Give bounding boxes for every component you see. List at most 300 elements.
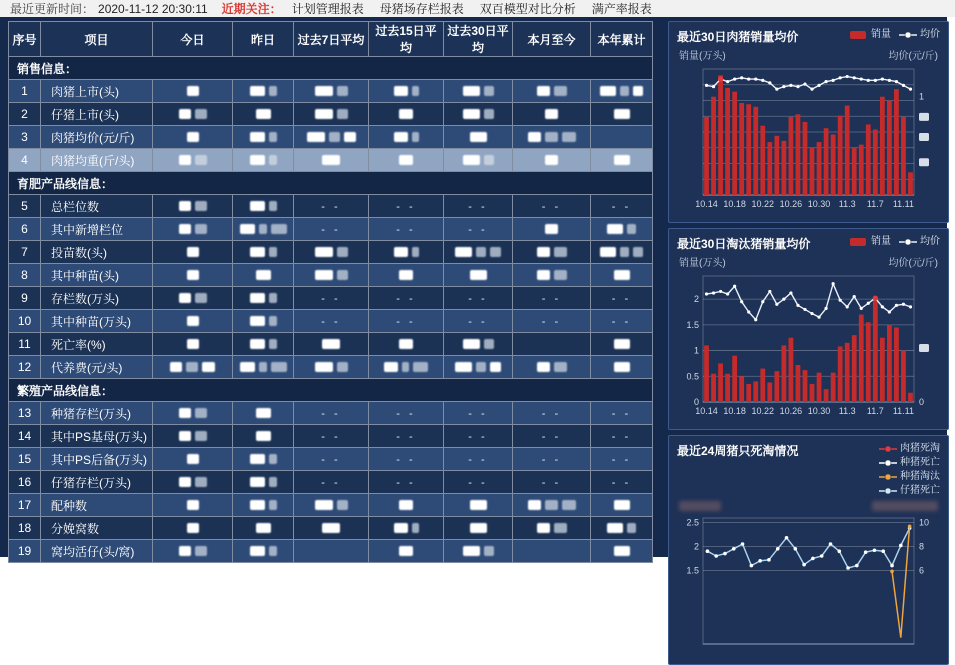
row-value-cell bbox=[444, 287, 513, 310]
table-row-10[interactable] bbox=[9, 310, 653, 333]
no-data-dash: - - bbox=[611, 293, 632, 305]
col-header-6: 过去15日平均 bbox=[369, 22, 444, 57]
redacted-value bbox=[322, 155, 340, 165]
row-value-cell bbox=[153, 402, 233, 425]
redacted-value bbox=[256, 270, 271, 280]
table-row-2[interactable] bbox=[9, 103, 653, 126]
redacted-value bbox=[315, 247, 333, 257]
row-value-cell bbox=[153, 149, 233, 172]
redacted-value bbox=[413, 362, 428, 372]
row-value-cell bbox=[444, 402, 513, 425]
chart-legend bbox=[842, 28, 940, 42]
redacted-value bbox=[484, 546, 494, 556]
row-value-cell bbox=[233, 218, 294, 241]
chart-title-1: 最近30日肉猪销量均价 bbox=[677, 30, 799, 44]
svg-text:2.5: 2.5 bbox=[686, 517, 699, 528]
redacted-value bbox=[463, 546, 480, 556]
redacted-value bbox=[528, 500, 541, 510]
no-data-dash: - - bbox=[321, 293, 341, 305]
menu-item-2[interactable]: 母猪场存栏报表 bbox=[379, 2, 464, 16]
menu-item-1[interactable]: 计划管理报表 bbox=[291, 2, 364, 16]
section-label: 育肥产品线信息： bbox=[9, 172, 653, 195]
redacted-value bbox=[394, 86, 408, 96]
svg-text:10: 10 bbox=[919, 517, 930, 528]
multi-line-chart-3 bbox=[677, 512, 940, 660]
legend-item[interactable] bbox=[850, 235, 891, 249]
row-value-cell bbox=[153, 356, 233, 379]
row-item-label: 死亡率(%) bbox=[41, 333, 153, 356]
redacted-value bbox=[412, 523, 419, 533]
redacted-value bbox=[614, 546, 630, 556]
redacted-value bbox=[337, 247, 348, 257]
row-value-cell bbox=[513, 218, 591, 241]
redacted-value bbox=[269, 339, 277, 349]
menu-item-3[interactable]: 双百模型对比分析 bbox=[479, 2, 576, 16]
row-value-cell bbox=[513, 333, 591, 356]
chart-card-2 bbox=[668, 228, 949, 430]
row-value-cell bbox=[294, 402, 369, 425]
redacted-value bbox=[399, 155, 413, 165]
redacted-value bbox=[195, 431, 207, 441]
redacted-value bbox=[187, 339, 199, 349]
chart-card-1 bbox=[668, 21, 949, 223]
chart-title-3: 最近24周猪只死淘情况 bbox=[677, 444, 799, 458]
row-value-cell bbox=[153, 287, 233, 310]
no-data-dash: - - bbox=[541, 431, 562, 443]
redacted-value bbox=[187, 523, 199, 533]
redacted-value bbox=[269, 500, 277, 510]
no-data-dash: - - bbox=[321, 316, 341, 328]
row-value-cell bbox=[233, 333, 294, 356]
redacted-value bbox=[269, 132, 277, 142]
svg-text:0.5: 0.5 bbox=[686, 371, 699, 382]
redacted-value bbox=[269, 247, 277, 257]
row-value-cell bbox=[294, 264, 369, 287]
row-index: 16 bbox=[9, 471, 41, 494]
redacted-value bbox=[463, 109, 480, 119]
legend-item[interactable] bbox=[879, 470, 940, 484]
redacted-value bbox=[614, 362, 630, 372]
redacted-value bbox=[562, 500, 576, 510]
row-value-cell bbox=[153, 218, 233, 241]
redacted-value bbox=[537, 247, 550, 257]
svg-text:8: 8 bbox=[919, 541, 925, 552]
redacted-value bbox=[337, 362, 348, 372]
row-value-cell bbox=[294, 471, 369, 494]
row-value-cell bbox=[591, 241, 653, 264]
row-item-label: 其中新增栏位 bbox=[41, 218, 153, 241]
redacted-value bbox=[633, 247, 643, 257]
redacted-value bbox=[545, 132, 558, 142]
redacted-value bbox=[259, 362, 267, 372]
recent-focus-label: 近期关注： bbox=[221, 2, 282, 16]
legend-label: 销量 bbox=[871, 236, 891, 247]
svg-text:10.14: 10.14 bbox=[695, 199, 718, 209]
row-item-label: 肉猪均价(元/斤) bbox=[41, 126, 153, 149]
redacted-value bbox=[554, 270, 567, 280]
legend-label: 种猪淘汰 bbox=[900, 471, 940, 482]
legend-label: 销量 bbox=[871, 29, 891, 40]
no-data-dash: - - bbox=[321, 431, 341, 443]
redacted-value bbox=[195, 477, 207, 487]
legend-item[interactable] bbox=[899, 235, 940, 249]
redacted-value bbox=[463, 339, 480, 349]
row-value-cell bbox=[369, 425, 444, 448]
redacted-value bbox=[337, 109, 348, 119]
row-value-cell bbox=[369, 402, 444, 425]
redacted-value bbox=[337, 270, 348, 280]
redacted-value bbox=[399, 270, 413, 280]
redacted-value bbox=[614, 339, 630, 349]
row-item-label: 肉猪上市(头) bbox=[41, 80, 153, 103]
svg-text:10.18: 10.18 bbox=[723, 199, 746, 209]
svg-text:0: 0 bbox=[919, 397, 925, 407]
svg-text:10.30: 10.30 bbox=[807, 406, 831, 416]
legend-item[interactable] bbox=[879, 484, 940, 498]
redacted-value bbox=[554, 523, 567, 533]
row-value-cell bbox=[444, 517, 513, 540]
row-value-cell bbox=[233, 402, 294, 425]
row-value-cell bbox=[153, 195, 233, 218]
no-data-dash: - - bbox=[396, 477, 416, 489]
chart-legend bbox=[810, 442, 940, 498]
row-index: 1 bbox=[9, 80, 41, 103]
row-index: 9 bbox=[9, 287, 41, 310]
table-row-14[interactable] bbox=[9, 425, 653, 448]
row-value-cell bbox=[591, 195, 653, 218]
redacted-value bbox=[187, 86, 199, 96]
row-value-cell bbox=[153, 310, 233, 333]
table-row-12[interactable] bbox=[9, 356, 653, 379]
table-row-8[interactable] bbox=[9, 264, 653, 287]
charts-panel bbox=[668, 21, 949, 576]
row-index: 4 bbox=[9, 149, 41, 172]
row-value-cell bbox=[153, 494, 233, 517]
row-index: 13 bbox=[9, 402, 41, 425]
chart-title-2: 最近30日淘汰猪销量均价 bbox=[677, 237, 811, 251]
legend-label: 均价 bbox=[920, 236, 940, 247]
row-item-label: 仔猪上市(头) bbox=[41, 103, 153, 126]
redacted-value bbox=[179, 546, 191, 556]
legend-item[interactable] bbox=[879, 456, 940, 470]
no-data-dash: - - bbox=[611, 477, 632, 489]
no-data-dash: - - bbox=[541, 201, 562, 213]
redacted-value bbox=[250, 477, 265, 487]
redacted-value bbox=[476, 362, 486, 372]
no-data-dash: - - bbox=[611, 201, 632, 213]
row-value-cell bbox=[513, 540, 591, 563]
row-value-cell bbox=[294, 241, 369, 264]
redacted-value bbox=[195, 224, 207, 234]
redacted-value bbox=[179, 109, 191, 119]
svg-text:1: 1 bbox=[919, 91, 925, 102]
row-value-cell bbox=[294, 103, 369, 126]
redacted-value bbox=[337, 500, 348, 510]
no-data-dash: - - bbox=[611, 454, 632, 466]
legend-item[interactable] bbox=[850, 28, 891, 42]
redacted-value bbox=[240, 224, 255, 234]
table-row-18[interactable] bbox=[9, 517, 653, 540]
svg-text:1.5: 1.5 bbox=[686, 565, 699, 576]
row-value-cell bbox=[153, 80, 233, 103]
row-value-cell bbox=[513, 195, 591, 218]
no-data-dash: - - bbox=[611, 431, 632, 443]
row-value-cell bbox=[369, 149, 444, 172]
redacted-value bbox=[250, 316, 265, 326]
col-header-1: 序号 bbox=[9, 22, 41, 57]
legend-label: 肉猪死淘 bbox=[900, 443, 940, 454]
row-item-label: 配种数 bbox=[41, 494, 153, 517]
no-data-dash: - - bbox=[541, 316, 562, 328]
redacted-value bbox=[186, 362, 198, 372]
section-label: 销售信息： bbox=[9, 57, 653, 80]
no-data-dash: - - bbox=[396, 293, 416, 305]
no-data-dash: - - bbox=[396, 431, 416, 443]
row-value-cell bbox=[233, 356, 294, 379]
row-item-label: 其中PS基母(万头) bbox=[41, 425, 153, 448]
redacted-value bbox=[179, 477, 191, 487]
redacted-value bbox=[187, 247, 199, 257]
row-value-cell bbox=[233, 517, 294, 540]
svg-text:11.3: 11.3 bbox=[838, 406, 856, 416]
redacted-value bbox=[322, 523, 340, 533]
row-value-cell bbox=[444, 471, 513, 494]
redacted-value bbox=[537, 270, 550, 280]
redacted-value bbox=[600, 86, 616, 96]
redacted-value bbox=[620, 86, 629, 96]
row-index: 2 bbox=[9, 103, 41, 126]
col-header-2: 项目 bbox=[41, 22, 153, 57]
row-value-cell bbox=[153, 471, 233, 494]
redacted-value bbox=[250, 546, 265, 556]
row-value-cell bbox=[233, 126, 294, 149]
redacted-value bbox=[195, 293, 207, 303]
svg-text:11.7: 11.7 bbox=[866, 199, 884, 209]
redacted-value bbox=[269, 155, 277, 165]
row-value-cell bbox=[294, 80, 369, 103]
menu-item-4[interactable]: 满产率报表 bbox=[591, 2, 652, 16]
row-value-cell bbox=[444, 149, 513, 172]
redacted-value bbox=[412, 247, 419, 257]
row-value-cell bbox=[369, 103, 444, 126]
redacted-value bbox=[607, 523, 623, 533]
row-value-cell bbox=[369, 126, 444, 149]
no-data-dash: - - bbox=[321, 224, 341, 236]
row-item-label: 其中种苗(头) bbox=[41, 264, 153, 287]
table-row-19[interactable] bbox=[9, 540, 653, 563]
legend-item[interactable] bbox=[899, 28, 940, 42]
redacted-value bbox=[195, 408, 207, 418]
row-value-cell bbox=[233, 425, 294, 448]
redacted-value bbox=[307, 132, 325, 142]
redacted-value bbox=[484, 339, 494, 349]
row-value-cell bbox=[369, 80, 444, 103]
redacted-value bbox=[259, 224, 267, 234]
redacted-value bbox=[470, 132, 487, 142]
row-value-cell bbox=[591, 126, 653, 149]
row-value-cell bbox=[591, 517, 653, 540]
no-data-dash: - - bbox=[541, 293, 562, 305]
svg-text:11.11: 11.11 bbox=[892, 199, 915, 209]
redacted-value bbox=[412, 86, 419, 96]
redacted-value bbox=[256, 431, 271, 441]
row-value-cell bbox=[513, 517, 591, 540]
report-menu bbox=[292, 0, 668, 17]
redacted-value bbox=[315, 86, 333, 96]
row-value-cell bbox=[233, 471, 294, 494]
redacted-value bbox=[484, 86, 494, 96]
row-value-cell bbox=[153, 540, 233, 563]
row-value-cell bbox=[294, 517, 369, 540]
redacted-value bbox=[537, 86, 550, 96]
redacted-value bbox=[250, 454, 265, 464]
redacted-value bbox=[455, 362, 472, 372]
section-header-row bbox=[9, 379, 653, 402]
redacted-value bbox=[394, 132, 408, 142]
y-axis-label-right: 均价(元/斤) bbox=[888, 51, 938, 62]
y-axis-label-left: 销量(万头) bbox=[679, 51, 726, 62]
table-row-17[interactable] bbox=[9, 494, 653, 517]
table-row-16[interactable] bbox=[9, 471, 653, 494]
no-data-dash: - - bbox=[321, 454, 341, 466]
y-axis-label-right: 均价(元/斤) bbox=[888, 258, 938, 269]
svg-text:10.26: 10.26 bbox=[779, 406, 803, 416]
redacted-value bbox=[614, 109, 630, 119]
table-row-3[interactable] bbox=[9, 126, 653, 149]
legend-label: 仔猪死亡 bbox=[900, 485, 940, 496]
row-value-cell bbox=[294, 149, 369, 172]
section-header-row bbox=[9, 57, 653, 80]
row-value-cell bbox=[294, 356, 369, 379]
redacted-value bbox=[179, 201, 191, 211]
no-data-dash: - - bbox=[396, 316, 416, 328]
row-value-cell bbox=[153, 425, 233, 448]
row-value-cell bbox=[153, 448, 233, 471]
table-row-1[interactable] bbox=[9, 80, 653, 103]
row-value-cell bbox=[444, 333, 513, 356]
row-index: 6 bbox=[9, 218, 41, 241]
redacted-value bbox=[399, 500, 413, 510]
row-value-cell bbox=[513, 126, 591, 149]
row-index: 15 bbox=[9, 448, 41, 471]
redacted-value bbox=[614, 155, 630, 165]
row-value-cell bbox=[591, 103, 653, 126]
no-data-dash: - - bbox=[541, 408, 562, 420]
row-value-cell bbox=[153, 517, 233, 540]
row-item-label: 其中PS后备(万头) bbox=[41, 448, 153, 471]
legend-item[interactable] bbox=[879, 442, 940, 456]
row-index: 11 bbox=[9, 333, 41, 356]
row-value-cell bbox=[153, 126, 233, 149]
table-row-11[interactable] bbox=[9, 333, 653, 356]
row-item-label: 肉猪均重(斤/头) bbox=[41, 149, 153, 172]
svg-text:11.3: 11.3 bbox=[838, 199, 856, 209]
redacted-value bbox=[256, 523, 271, 533]
redacted-value bbox=[399, 546, 413, 556]
table-row-7[interactable] bbox=[9, 241, 653, 264]
redacted-value bbox=[412, 132, 419, 142]
table-row-9[interactable] bbox=[9, 287, 653, 310]
svg-text:1: 1 bbox=[693, 345, 699, 356]
row-value-cell bbox=[294, 494, 369, 517]
redacted-value bbox=[187, 270, 199, 280]
redacted-value bbox=[562, 132, 576, 142]
row-value-cell bbox=[369, 356, 444, 379]
table-row-5[interactable] bbox=[9, 195, 653, 218]
redacted-value bbox=[187, 500, 199, 510]
redacted-value bbox=[250, 339, 265, 349]
row-value-cell bbox=[444, 356, 513, 379]
table-row-13[interactable] bbox=[9, 402, 653, 425]
row-value-cell bbox=[294, 540, 369, 563]
redacted-value bbox=[250, 247, 265, 257]
row-value-cell bbox=[369, 310, 444, 333]
redacted-value bbox=[187, 316, 199, 326]
row-value-cell bbox=[513, 80, 591, 103]
row-value-cell bbox=[294, 287, 369, 310]
row-value-cell bbox=[233, 264, 294, 287]
section-header-row bbox=[9, 172, 653, 195]
table-row-4[interactable] bbox=[9, 149, 653, 172]
redacted-value bbox=[315, 270, 333, 280]
row-value-cell bbox=[233, 310, 294, 333]
svg-text:2: 2 bbox=[693, 294, 699, 305]
row-value-cell bbox=[591, 448, 653, 471]
row-value-cell bbox=[233, 494, 294, 517]
redacted-value bbox=[337, 86, 348, 96]
row-value-cell bbox=[513, 241, 591, 264]
no-data-dash: - - bbox=[321, 201, 341, 213]
redacted-value bbox=[269, 546, 277, 556]
redacted-value bbox=[476, 247, 486, 257]
redacted-value bbox=[250, 201, 265, 211]
top-status-bar bbox=[0, 0, 955, 17]
y-axis-label-left-redacted bbox=[679, 501, 721, 511]
row-value-cell bbox=[444, 126, 513, 149]
table-row-6[interactable] bbox=[9, 218, 653, 241]
redacted-value bbox=[627, 224, 636, 234]
row-value-cell bbox=[369, 195, 444, 218]
col-header-9: 本年累计 bbox=[591, 22, 653, 57]
row-index: 19 bbox=[9, 540, 41, 563]
table-row-15[interactable] bbox=[9, 448, 653, 471]
redacted-value bbox=[470, 270, 487, 280]
row-value-cell bbox=[513, 103, 591, 126]
no-data-dash: - - bbox=[396, 224, 416, 236]
redacted-value bbox=[463, 155, 480, 165]
svg-text:10.26: 10.26 bbox=[779, 199, 803, 209]
row-value-cell bbox=[513, 264, 591, 287]
row-value-cell bbox=[369, 517, 444, 540]
y-axis-label-right-redacted bbox=[872, 501, 938, 511]
redacted-value bbox=[484, 109, 494, 119]
row-item-label: 仔猪存栏(万头) bbox=[41, 471, 153, 494]
redacted-value bbox=[315, 362, 333, 372]
row-item-label: 分娩窝数 bbox=[41, 517, 153, 540]
row-index: 8 bbox=[9, 264, 41, 287]
row-index: 12 bbox=[9, 356, 41, 379]
no-data-dash: - - bbox=[468, 431, 488, 443]
redacted-value bbox=[170, 362, 182, 372]
row-value-cell bbox=[153, 103, 233, 126]
dashboard bbox=[0, 17, 947, 576]
redacted-value bbox=[322, 339, 340, 349]
row-item-label: 总栏位数 bbox=[41, 195, 153, 218]
row-value-cell bbox=[513, 356, 591, 379]
row-value-cell bbox=[591, 540, 653, 563]
redacted-value bbox=[554, 247, 567, 257]
redacted-value bbox=[256, 408, 271, 418]
